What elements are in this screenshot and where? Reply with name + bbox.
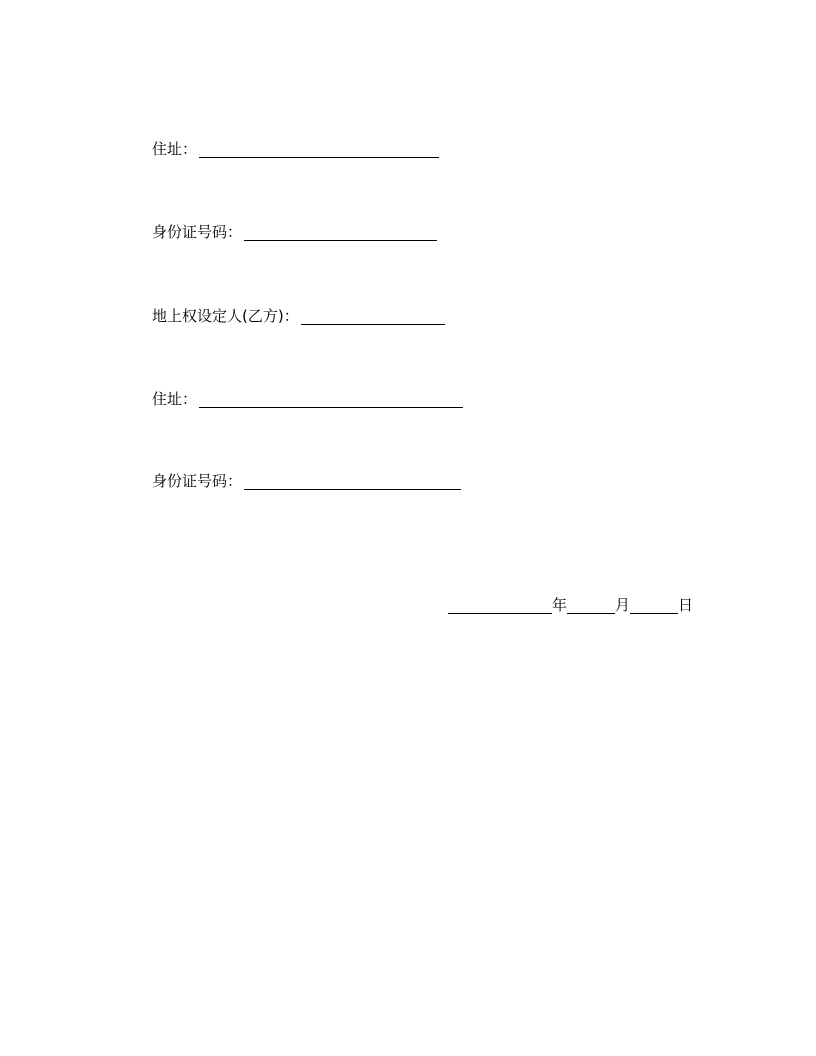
party-b-blank-field[interactable] (301, 307, 445, 325)
month-blank-field[interactable] (567, 596, 615, 614)
id-number-row-2 (152, 470, 461, 490)
id-number-row-1 (152, 221, 437, 241)
address-label: 住址： (152, 140, 198, 158)
year-blank-field[interactable] (448, 596, 552, 614)
id-number-label: 身份证号码： (152, 223, 243, 241)
date-row (448, 594, 693, 614)
address-blank-field[interactable] (199, 140, 439, 158)
party-b-label: 地上权设定人(乙方)： (152, 307, 299, 325)
address-row-2 (152, 388, 463, 408)
party-b-row (152, 305, 445, 325)
id-number-label: 身份证号码： (152, 472, 243, 490)
address-blank-field[interactable] (199, 390, 463, 408)
month-label: 月 (615, 596, 631, 614)
id-number-blank-field[interactable] (244, 223, 437, 241)
day-label: 日 (678, 596, 694, 614)
id-number-blank-field[interactable] (244, 472, 461, 490)
address-label: 住址： (152, 390, 198, 408)
day-blank-field[interactable] (630, 596, 678, 614)
year-label: 年 (552, 596, 568, 614)
address-row-1 (152, 138, 439, 158)
